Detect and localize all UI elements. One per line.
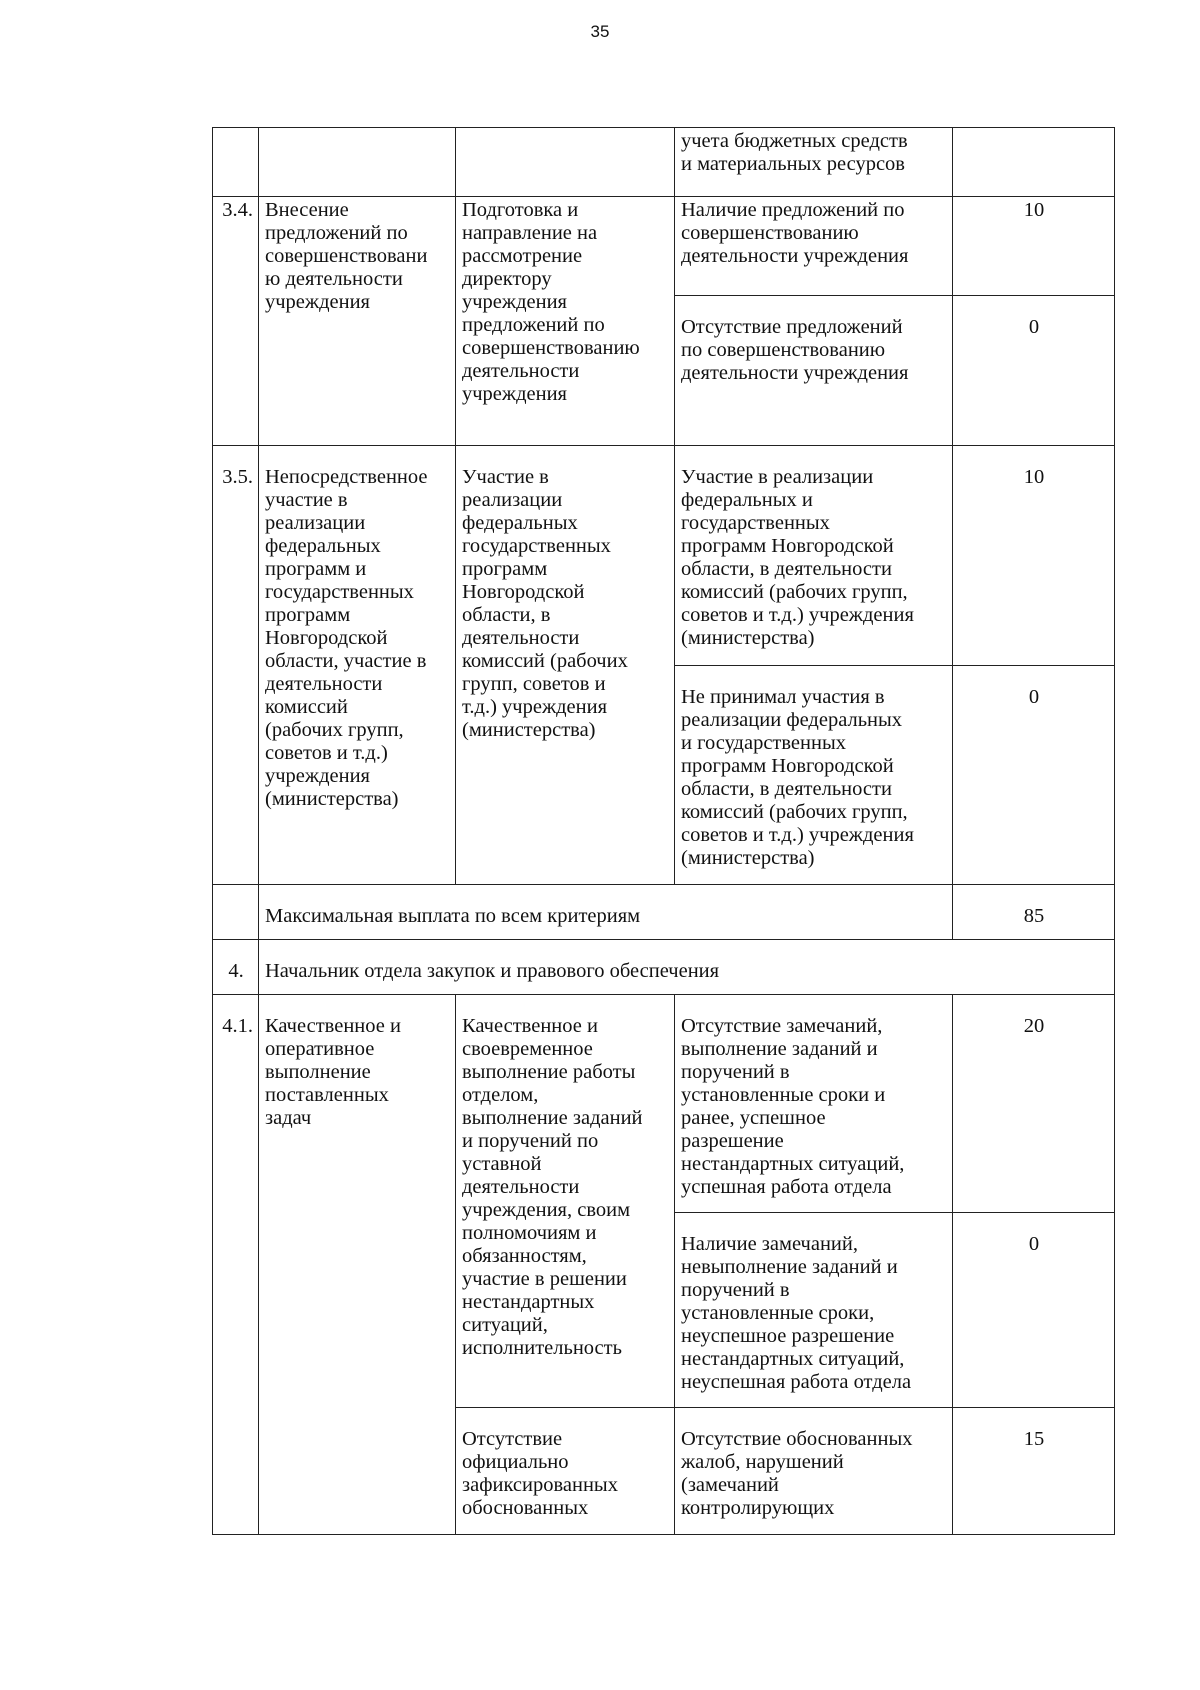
criterion-cell — [259, 128, 456, 197]
indicator-cell — [675, 1408, 953, 1535]
points-cell — [953, 995, 1115, 1213]
criterion-text: Качественное и оперативное выполнение поставленных задач — [265, 1015, 401, 1129]
indicator-text: Отсутствие обоснованных жалоб, нарушений (замечаний контролирующих — [681, 1428, 913, 1519]
indicator-cell — [675, 666, 953, 885]
points-value: 0 — [1028, 1233, 1040, 1255]
number-cell — [213, 885, 259, 940]
row-number: 4. — [228, 960, 244, 982]
section-title-cell — [259, 940, 1115, 995]
content-cell — [456, 446, 675, 885]
number-cell — [213, 128, 259, 197]
max-total-label: Максимальная выплата по всем критериям — [265, 905, 641, 927]
indicator-text: Наличие замечаний, невыполнение заданий и поручений в установленные сроки, неуспешное разрешение нестандартных ситуаций, неуспешная работа отдела — [681, 1233, 912, 1393]
points-value: 0 — [1028, 316, 1040, 338]
table-row-3-5 — [213, 446, 1115, 666]
content-cell — [456, 995, 675, 1408]
points-value: 20 — [1023, 1015, 1045, 1037]
points-cell — [953, 1408, 1115, 1535]
indicator-cell — [675, 995, 953, 1213]
indicator-text: Наличие предложений по совершенствованию деятельности учреждения — [681, 199, 909, 267]
table-row-3-4 — [213, 197, 1115, 296]
points-cell — [953, 1213, 1115, 1408]
points-cell — [953, 197, 1115, 296]
content-cell — [456, 1408, 675, 1535]
criterion-cell — [259, 197, 456, 446]
max-total-label-cell — [259, 885, 953, 940]
indicator-text: учета бюджетных средств и материальных ресурсов — [681, 130, 908, 175]
content-text: Подготовка и направление на рассмотрение директору учреждения предложений по совершенствованию деятельности учреждения — [462, 199, 640, 405]
indicator-cell — [675, 197, 953, 296]
row-number: 3.4. — [222, 199, 253, 221]
content-cell — [456, 197, 675, 446]
points-cell — [953, 296, 1115, 446]
criterion-text: Внесение предложений по совершенствовани ю деятельности учреждения — [265, 199, 428, 313]
indicator-text: Отсутствие замечаний, выполнение заданий и поручений в установленные сроки и ранее, успешное разрешение нестандартных ситуаций, успешная работа отдела — [681, 1015, 905, 1198]
points-value: 15 — [1023, 1428, 1045, 1450]
row-number: 3.5. — [222, 466, 253, 488]
criterion-cell — [259, 995, 456, 1535]
points-cell — [953, 128, 1115, 197]
row-number: 4.1. — [222, 1015, 253, 1037]
indicator-text: Участие в реализации федеральных и государственных программ Новгородской области, в деятельности комиссий (рабочих групп, советов и т.д.) учреждения (министерства) — [681, 466, 914, 649]
table-row-max-total — [213, 885, 1115, 940]
indicator-cell — [675, 296, 953, 446]
table-row-4-1 — [213, 995, 1115, 1213]
content-text: Качественное и своевременное выполнение работы отделом, выполнение заданий и поручений по уставной деятельности учреждения, своим полномочиям и обязанностям, участие в решении нестандартных ситуаций, исполнительность — [462, 1015, 643, 1359]
table-row-continuation — [213, 128, 1115, 197]
points-value: 10 — [1023, 466, 1045, 488]
points-value: 0 — [1028, 686, 1040, 708]
criteria-table — [212, 127, 1115, 1535]
content-text: Участие в реализации федеральных государственных программ Новгородской области, в деятельности комиссий (рабочих групп, советов и т.д.) учреждения (министерства) — [462, 466, 628, 741]
number-cell — [213, 197, 259, 446]
number-cell — [213, 446, 259, 885]
section-title: Начальник отдела закупок и правового обеспечения — [265, 960, 720, 982]
points-value: 85 — [1023, 905, 1045, 927]
page-number: 35 — [590, 22, 610, 41]
indicator-cell — [675, 1213, 953, 1408]
criterion-text: Непосредственное участие в реализации федеральных программ и государственных программ Новгородской области, участие в деятельности комиссий (рабочих групп, советов и т.д.) учреждения (министерства) — [265, 466, 428, 810]
number-cell — [213, 940, 259, 995]
points-value: 10 — [1023, 199, 1045, 221]
points-cell — [953, 666, 1115, 885]
indicator-cell — [675, 446, 953, 666]
indicator-cell — [675, 128, 953, 197]
criterion-cell — [259, 446, 456, 885]
number-cell — [213, 995, 259, 1535]
table-row-section-4 — [213, 940, 1115, 995]
content-cell — [456, 128, 675, 197]
indicator-text: Отсутствие предложений по совершенствованию деятельности учреждения — [681, 316, 909, 384]
indicator-text: Не принимал участия в реализации федеральных и государственных программ Новгородской области, в деятельности комиссий (рабочих групп, советов и т.д.) учреждения (министерства) — [681, 686, 914, 869]
content-text: Отсутствие официально зафиксированных обоснованных — [462, 1428, 618, 1519]
points-cell — [953, 885, 1115, 940]
points-cell — [953, 446, 1115, 666]
